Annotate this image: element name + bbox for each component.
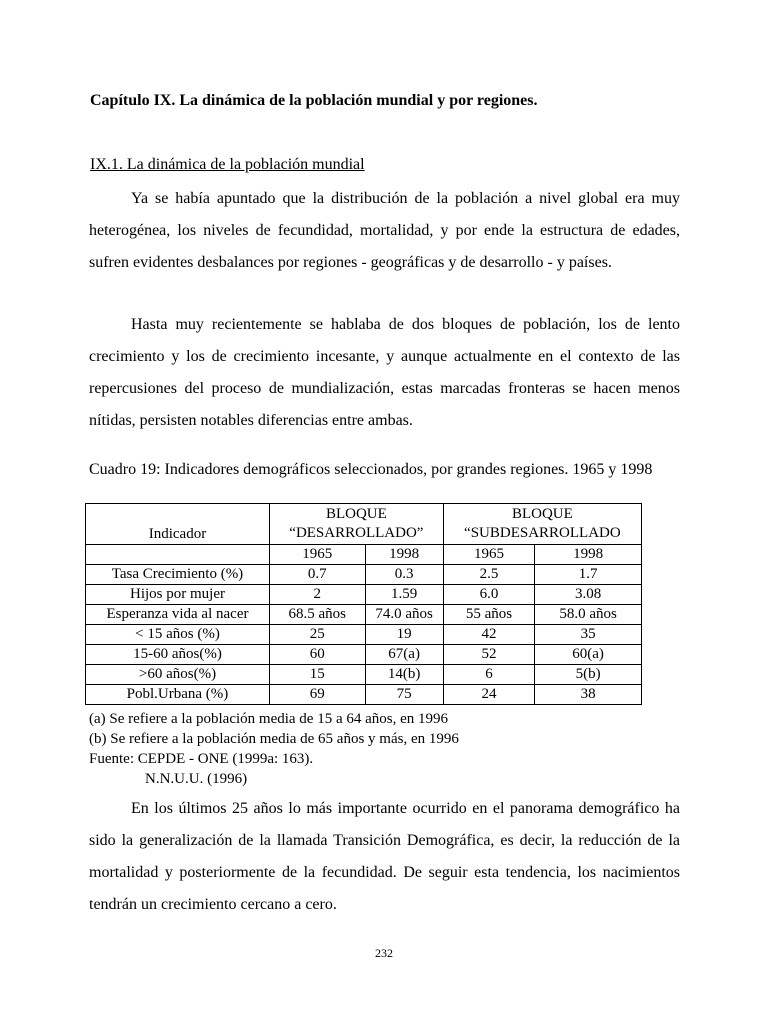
table-cell: 35 (535, 625, 642, 645)
table-cell: 3.08 (535, 585, 642, 605)
table-row (86, 585, 642, 605)
table-cell: 0.3 (365, 565, 443, 585)
table-cell: >60 años(%) (86, 665, 270, 685)
table-cell: 60 (269, 645, 365, 665)
table-row (86, 625, 642, 645)
table-cell: 6.0 (443, 585, 534, 605)
table-cell: 42 (443, 625, 534, 645)
paragraph-text: Ya se había apuntado que la distribución de la población a nivel global era muy heterogénea, los niveles de fecundidad, mortalidad, y por ende la estructura de edades, sufren evidentes desbalances por regiones - geográficas y de desarrollo - y países. (89, 190, 680, 271)
chapter-title: Capítulo IX. La dinámica de la población mundial y por regiones. (90, 92, 538, 109)
table-cell: 68.5 años (269, 605, 365, 625)
table-cell: 5(b) (535, 665, 642, 685)
table-cell: 0.7 (269, 565, 365, 585)
underdeveloped-block-line-2: “SUBDESARROLLADO (464, 525, 621, 541)
note-b: (b) Se refiere a la población media de 65 años y más, en 1996 (89, 731, 459, 747)
table-cell: Pobl.Urbana (%) (86, 685, 270, 705)
table-cell: 52 (443, 645, 534, 665)
developed-block-line-2: “DESARROLLADO” (289, 525, 424, 541)
source-line: Fuente: CEPDE - ONE (1999a: 163). (89, 751, 314, 767)
table-cell: 67(a) (365, 645, 443, 665)
body-paragraph (89, 793, 680, 921)
table-cell: 69 (269, 685, 365, 705)
year-cell: 1998 (365, 545, 443, 565)
section-heading: IX.1. La dinámica de la población mundial (90, 156, 365, 173)
table-years-row (86, 545, 642, 565)
table-cell: Esperanza vida al nacer (86, 605, 270, 625)
table-cell: 60(a) (535, 645, 642, 665)
table-cell: Hijos por mujer (86, 585, 270, 605)
developed-block-header (269, 504, 443, 545)
table-cell: 1.7 (535, 565, 642, 585)
developed-block-line-1: BLOQUE (325, 506, 387, 522)
table-cell: 24 (443, 685, 534, 705)
note-a: (a) Se refiere a la población media de 15 a 64 años, en 1996 (89, 711, 449, 727)
table-cell: 38 (535, 685, 642, 705)
body-paragraph (89, 183, 680, 279)
source-line: N.N.U.U. (1996) (145, 771, 248, 787)
table-cell: 75 (365, 685, 443, 705)
table-cell: 6 (443, 665, 534, 685)
table-cell (86, 545, 270, 565)
underdeveloped-block-line-1: BLOQUE (511, 506, 573, 522)
table-cell: 55 años (443, 605, 534, 625)
table-cell: 15 (269, 665, 365, 685)
year-cell: 1998 (535, 545, 642, 565)
table-cell: 2.5 (443, 565, 534, 585)
table-caption: Cuadro 19: Indicadores demográficos seleccionados, por grandes regiones. 1965 y 1998 (89, 461, 653, 478)
table-cell: 14(b) (365, 665, 443, 685)
table-cell: 74.0 años (365, 605, 443, 625)
table-cell: 25 (269, 625, 365, 645)
indicators-table (85, 503, 642, 705)
paragraph-text: En los últimos 25 años lo más importante ocurrido en el panorama demográfico ha sido la generalización de la llamada Transición Demográfica, es decir, la reducción de la mortalidad y posteriormente de la fecundidad. De seguir esta tendencia, los nacimientos tendrán un crecimiento cercano a cero. (89, 800, 680, 913)
page-number: 232 (375, 946, 393, 960)
underdeveloped-block-header (443, 504, 641, 545)
table-row (86, 565, 642, 585)
table-cell: 15-60 años(%) (86, 645, 270, 665)
table-row (86, 605, 642, 625)
table-cell: 58.0 años (535, 605, 642, 625)
table-row (86, 645, 642, 665)
year-cell: 1965 (443, 545, 534, 565)
table-cell: Tasa Crecimiento (%) (86, 565, 270, 585)
table-cell: 2 (269, 585, 365, 605)
table-header-row (86, 504, 642, 545)
table-cell: 1.59 (365, 585, 443, 605)
table-notes (89, 709, 459, 789)
year-cell: 1965 (269, 545, 365, 565)
table-cell: 19 (365, 625, 443, 645)
paragraph-text: Hasta muy recientemente se hablaba de dos bloques de población, los de lento crecimiento y los de crecimiento incesante, y aunque actualmente en el contexto de las repercusiones del proceso de mundialización, estas marcadas fronteras se hacen menos nítidas, persisten notables diferencias entre ambas. (89, 316, 680, 429)
indicator-header-label: Indicador (148, 526, 207, 542)
table-row (86, 685, 642, 705)
indicator-header (86, 504, 270, 545)
table-cell: < 15 años (%) (86, 625, 270, 645)
table-row (86, 665, 642, 685)
body-paragraph (89, 309, 680, 437)
